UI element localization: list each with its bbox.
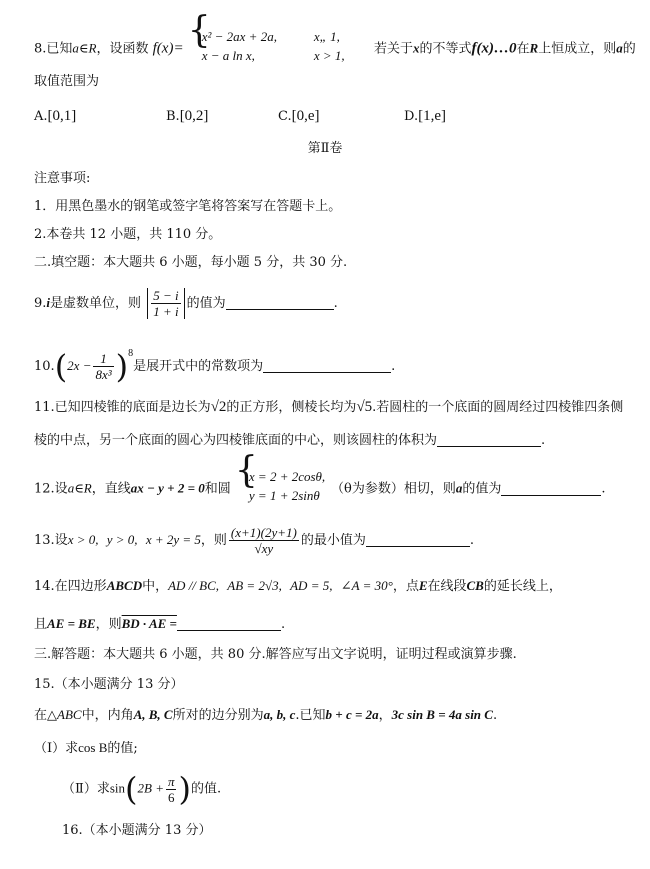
q10-prefix: 10.: [34, 359, 55, 374]
q12-case1: x = 2 + 2cosθ,: [248, 469, 326, 484]
q14-cond2: AB = 2√3,: [227, 578, 282, 593]
q14-text4: 的延长线上，: [483, 579, 562, 594]
q13-cond2: y > 0,: [106, 532, 138, 547]
q15-part2: [62, 770, 222, 808]
q9: [34, 288, 338, 319]
q9-end: .: [333, 296, 338, 311]
q12: [34, 450, 606, 508]
q9-i-var: i: [46, 295, 51, 310]
q14-e-var: E: [418, 578, 428, 593]
q15-pi-num: π: [167, 773, 175, 789]
q13-prefix: 13.设: [34, 533, 68, 548]
q8-conditions: [314, 28, 370, 66]
q13-text2: 的最小值为: [300, 533, 366, 548]
q15-eq1: b + c = 2a: [325, 707, 379, 722]
q8-option-d: [404, 107, 446, 126]
q14-cond3: AD = 5,: [290, 578, 333, 593]
q10-text: 是展开式中的常数项为: [133, 359, 264, 374]
q15-part1-end: 的值;: [107, 741, 138, 756]
q8-mid-text: ，设函数: [96, 41, 149, 57]
q9-answer-blank: [226, 295, 334, 310]
q10-right-paren: ): [115, 347, 129, 386]
note-2: 2.本卷共 12 小题，共 110 分。: [34, 227, 222, 242]
option-b-value: [0,2]: [179, 108, 209, 124]
q12-left-brace: {: [234, 450, 258, 491]
q15-part2-sin: sin: [109, 780, 126, 796]
q10-denominator: 8x³: [95, 367, 112, 382]
q13-text1: ，则: [200, 533, 227, 548]
q10-left-paren: (: [54, 347, 68, 386]
q15-text-d: .已知: [295, 708, 326, 723]
q14-quad: ABCD: [106, 578, 143, 593]
q11-text-a: 11.已知四棱锥的底面是边长为: [34, 400, 211, 415]
q8-condition: a∈R: [72, 40, 97, 56]
q9-prefix: 9.: [34, 296, 47, 311]
q14-line2a: 且: [34, 617, 48, 632]
q16-title: 16.（本小题满分 13 分）: [62, 823, 212, 838]
q8-case1-cond: x„ 1,: [313, 29, 340, 44]
q15-part2-label: （Ⅱ）求: [62, 781, 110, 797]
note-1: 1．用黑色墨水的钢笔或签字笔将答案写在答题卡上。: [34, 199, 342, 214]
q11-sqrt2: √2: [210, 399, 227, 415]
q11-line2: [34, 432, 545, 450]
q8-x-var: x: [413, 40, 420, 56]
q8-case1-expr: x² − 2ax + 2a,: [201, 29, 277, 44]
q8-option-a: [34, 107, 76, 126]
q14-text3: 在线段: [427, 579, 467, 594]
q8-inequality: f(x)…0: [471, 40, 517, 57]
q15-text-b: 中，内角: [81, 708, 134, 723]
q11-text-b: 的正方形，侧棱长均为: [226, 400, 357, 415]
q8-left-brace: {: [187, 10, 211, 51]
section2-title: 第Ⅱ卷: [307, 141, 343, 156]
q15-pi-fraction: [166, 774, 177, 805]
q8-option-c: [278, 107, 320, 126]
q15-sides: a, b, c: [263, 707, 296, 722]
q12-circle-param: [234, 450, 327, 506]
q13-fraction: [229, 525, 299, 556]
q10-expr: 2x −: [67, 358, 92, 373]
q11-answer-blank: [437, 432, 541, 447]
q15-triangle: ABC: [57, 707, 82, 722]
q14-cond1: AD // BC,: [168, 578, 220, 593]
q8-piecewise: [187, 10, 310, 66]
q12-answer-blank: [501, 481, 601, 496]
q8-case2-expr: x − a ln x,: [201, 48, 255, 63]
q14-dot-product: BD · AE =: [121, 616, 177, 631]
q8-function-label: f(x)=: [152, 40, 184, 57]
q10-numerator: 1: [93, 351, 113, 367]
q10-power: 8: [128, 348, 134, 359]
q11-sqrt5: √5: [356, 399, 373, 415]
q15-end: .: [492, 708, 498, 723]
q10-end: .: [391, 359, 396, 374]
q13-denominator: √xy: [254, 541, 274, 556]
q14-end: .: [280, 617, 286, 632]
q13-numerator: (x+1)(2y+1): [230, 525, 297, 540]
q8-case2-cond: x > 1,: [313, 48, 345, 63]
q9-numerator: 5 − i: [153, 288, 179, 303]
q15-part2-end: 的值.: [190, 781, 222, 797]
q8-suffix5: 的: [622, 41, 636, 57]
q14-line2b: ，则: [95, 617, 122, 632]
section3-header: 三.解答题：本大题共 6 小题，共 80 分.解答应写出文字说明，证明过程或演算步骤.: [34, 647, 517, 662]
q13-answer-blank: [366, 532, 470, 547]
q15-line1: [34, 706, 497, 725]
q14-text1: 中，: [142, 579, 169, 594]
q14-eq: AE = BE: [47, 616, 96, 631]
q14-answer-blank: [177, 616, 281, 631]
q15-text-c: 所对的边分别为: [172, 708, 264, 723]
q15-angles: A, B, C: [133, 707, 173, 722]
q10-fraction: [93, 351, 113, 382]
notes-title: 注意事项:: [34, 171, 91, 186]
q15-right-paren: ): [178, 770, 191, 808]
q8-suffix4: 上恒成立，则: [538, 41, 617, 57]
q9-fraction: [151, 288, 180, 319]
q9-text2: 的值为: [186, 296, 226, 311]
q12-condition: a∈R: [67, 480, 92, 496]
q15-pi-den: 6: [167, 789, 175, 805]
q9-abs-value: [147, 288, 184, 319]
q11-text-c: .若圆柱的一个底面的圆周经过四棱锥四条侧: [372, 400, 624, 415]
q14-prefix: 14.在四边形: [34, 579, 107, 594]
q12-text3: 的值为: [462, 481, 502, 497]
q10: [34, 345, 396, 386]
q13-cond1: x > 0,: [67, 532, 99, 547]
q15-part2-expr: 2B +: [137, 780, 164, 796]
q15-part1-label: （Ⅰ）求: [34, 741, 79, 756]
q8-line2: 取值范围为: [34, 74, 100, 89]
q12-end: .: [601, 481, 606, 497]
q8-option-b: [166, 107, 208, 126]
q14-cond4: ∠A = 30°: [340, 578, 393, 593]
q8-R: R: [529, 40, 539, 56]
q12-param-text: （θ为参数）相切，则: [331, 481, 456, 497]
q13-end: .: [469, 533, 474, 548]
q14-cb: CB: [466, 578, 484, 593]
q15-eq2: 3c sin B = 4a sin C: [391, 707, 493, 722]
q15-part1: [34, 739, 138, 758]
q9-text1: 是虚数单位，则: [50, 296, 142, 311]
q10-answer-blank: [263, 358, 391, 373]
q13: [34, 525, 474, 556]
option-b-label: B.: [166, 109, 180, 124]
q14-line1: [34, 577, 562, 596]
q12-text2: 和圆: [204, 481, 231, 497]
option-c-value: [0,e]: [291, 108, 320, 124]
q12-text1: ，直线: [91, 481, 131, 497]
q12-case2: y = 1 + 2sinθ: [248, 488, 320, 503]
q15-left-paren: (: [125, 770, 138, 808]
q12-line-eq: ax − y + 2 = 0: [130, 480, 205, 496]
option-a-value: [0,1]: [47, 108, 77, 124]
q8-prefix: 8.已知: [34, 41, 73, 57]
q13-cond3: x + 2y = 5: [145, 532, 201, 547]
q8-suffix1: 若关于: [374, 41, 414, 57]
q8-line1: [34, 10, 636, 68]
fill-in-header: 二.填空题：本大题共 6 小题，每小题 5 分，共 30 分.: [34, 255, 348, 270]
q8-suffix2: 的不等式: [419, 41, 472, 57]
q8-a-var: a: [616, 40, 623, 56]
option-d-label: D.: [404, 109, 419, 124]
q11-end: .: [541, 433, 546, 448]
q12-a-var: a: [455, 480, 463, 496]
option-a-label: A.: [34, 109, 48, 124]
option-d-value: [1,e]: [418, 108, 446, 124]
q11-line1: [34, 398, 623, 417]
q15-title: 15.（本小题满分 13 分）: [34, 677, 184, 692]
q15-comma: ，: [378, 708, 392, 723]
q12-prefix: 12.设: [34, 481, 68, 497]
q15-part1-expr: cos B: [78, 740, 108, 755]
q9-denominator: 1 + i: [153, 304, 179, 319]
q14-line2: [34, 615, 285, 634]
option-c-label: C.: [278, 109, 292, 124]
q15-text-a: 在△: [34, 708, 57, 723]
q11-text-line2: 棱的中点，另一个底面的圆心为四棱锥底面的中心，则该圆柱的体积为: [34, 433, 438, 448]
q8-suffix3: 在: [516, 41, 530, 57]
q14-text2: ，点: [392, 579, 419, 594]
